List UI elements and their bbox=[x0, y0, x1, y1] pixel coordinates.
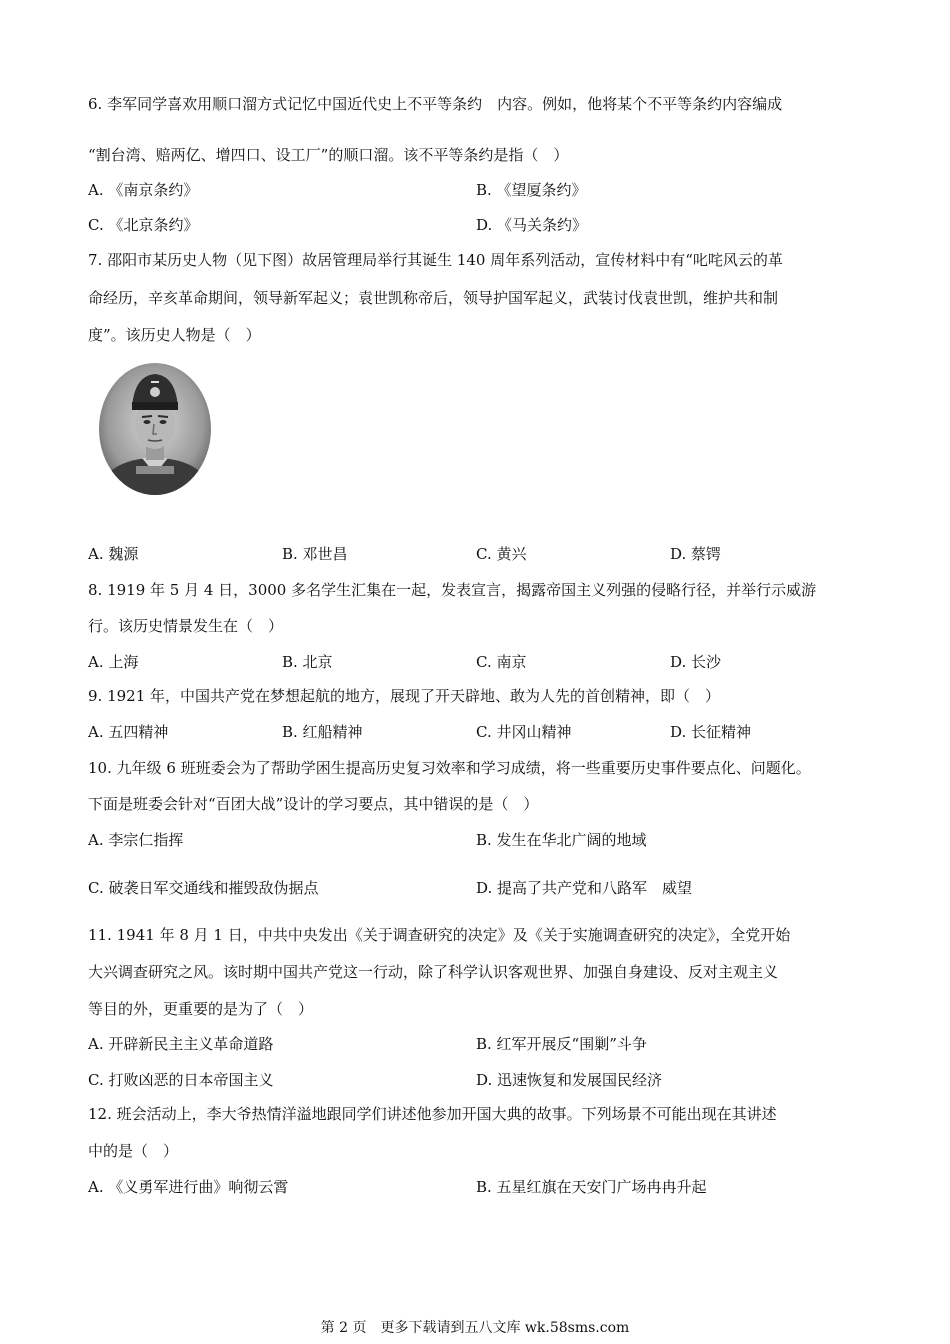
page-footer: 第 2 页 更多下载请到五八文库 wk.58sms.com bbox=[320, 1320, 630, 1336]
q6-stem-line2: “割台湾、赔两亿、增四口、设工厂”的顺口溜。该不平等条约是指（ ） bbox=[88, 146, 569, 164]
q8-option-b: B. 北京 bbox=[282, 653, 333, 671]
q10-stem-line1: 10. 九年级 6 班班委会为了帮助学困生提高历史复习效率和学习成绩，将一些重要历史事件要点化、问题化。 bbox=[88, 759, 811, 777]
q7-stem-line3: 度”。该历史人物是（ ） bbox=[88, 326, 261, 344]
q11-option-b: B. 红军开展反“围剿”斗争 bbox=[476, 1035, 647, 1053]
q6-stem-line1: 6. 李军同学喜欢用顺口溜方式记忆中国近代史上不平等条约 内容。例如，他将某个不平等条约内容编成 bbox=[88, 95, 783, 113]
q12-stem-line2: 中的是（ ） bbox=[88, 1142, 179, 1160]
q11-stem-line2: 大兴调查研究之风。该时期中国共产党这一行动，除了科学认识客观世界、加强自身建设、反对主观主义 bbox=[88, 963, 779, 981]
q10-option-c: C. 破袭日军交通线和摧毁敌伪据点 bbox=[88, 879, 319, 897]
q11-option-c: C. 打败凶恶的日本帝国主义 bbox=[88, 1071, 274, 1089]
q11-option-d: D. 迅速恢复和发展国民经济 bbox=[476, 1071, 663, 1089]
q6-option-d: D. 《马关条约》 bbox=[476, 216, 588, 234]
q10-option-a: A. 李宗仁指挥 bbox=[88, 831, 184, 849]
q12-option-a: A. 《义勇军进行曲》响彻云霄 bbox=[88, 1178, 289, 1196]
q10-stem-line2: 下面是班委会针对“百团大战”设计的学习要点，其中错误的是（ ） bbox=[88, 795, 539, 813]
q9-option-a: A. 五四精神 bbox=[88, 723, 169, 741]
q9-option-d: D. 长征精神 bbox=[670, 723, 752, 741]
q8-option-c: C. 南京 bbox=[476, 653, 527, 671]
q6-option-b: B. 《望厦条约》 bbox=[476, 181, 587, 199]
q7-option-d: D. 蔡锷 bbox=[670, 545, 722, 563]
q6-option-a: A. 《南京条约》 bbox=[88, 181, 199, 199]
q11-stem-line3: 等目的外，更重要的是为了（ ） bbox=[88, 1000, 314, 1018]
q7-stem-line1: 7. 邵阳市某历史人物（见下图）故居管理局举行其诞生 140 周年系列活动，宣传材料中有“叱咤风云的革 bbox=[88, 251, 783, 269]
portrait-image bbox=[98, 362, 212, 496]
q7-stem-line2: 命经历，辛亥革命期间，领导新军起义；袁世凯称帝后，领导护国军起义，武装讨伐袁世凯，维护共和制 bbox=[88, 289, 779, 307]
q11-option-a: A. 开辟新民主主义革命道路 bbox=[88, 1035, 274, 1053]
q8-option-a: A. 上海 bbox=[88, 653, 139, 671]
q8-option-d: D. 长沙 bbox=[670, 653, 722, 671]
historical-figure-portrait bbox=[98, 362, 212, 496]
q7-option-a: A. 魏源 bbox=[88, 545, 139, 563]
q10-option-d: D. 提高了共产党和八路军 威望 bbox=[476, 879, 693, 897]
q11-stem-line1: 11. 1941 年 8 月 1 日，中共中央发出《关于调查研究的决定》及《关于实施调查研究的决定》，全党开始 bbox=[88, 926, 791, 944]
q8-stem-line1: 8. 1919 年 5 月 4 日，3000 多名学生汇集在一起，发表宣言，揭露帝国主义列强的侵略行径，并举行示威游 bbox=[88, 581, 817, 599]
q12-option-b: B. 五星红旗在天安门广场冉冉升起 bbox=[476, 1178, 707, 1196]
q9-stem-line1: 9. 1921 年，中国共产党在梦想起航的地方，展现了开天辟地、敢为人先的首创精神，即（ ） bbox=[88, 687, 721, 705]
q7-option-c: C. 黄兴 bbox=[476, 545, 527, 563]
q6-option-c: C. 《北京条约》 bbox=[88, 216, 199, 234]
q9-option-b: B. 红船精神 bbox=[282, 723, 363, 741]
q12-stem-line1: 12. 班会活动上，李大爷热情洋溢地跟同学们讲述他参加开国大典的故事。下列场景不可能出现在其讲述 bbox=[88, 1105, 777, 1123]
q10-option-b: B. 发生在华北广阔的地域 bbox=[476, 831, 647, 849]
q9-option-c: C. 井冈山精神 bbox=[476, 723, 572, 741]
q8-stem-line2: 行。该历史情景发生在（ ） bbox=[88, 617, 284, 635]
q7-option-b: B. 邓世昌 bbox=[282, 545, 348, 563]
